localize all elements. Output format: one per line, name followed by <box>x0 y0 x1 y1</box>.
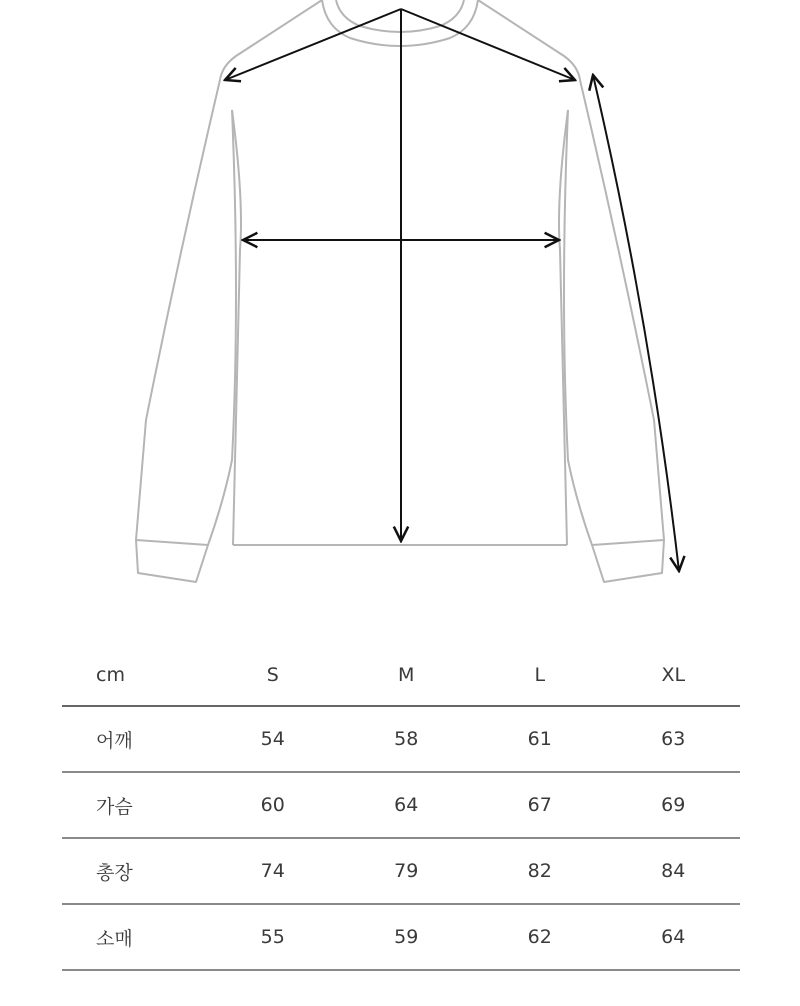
header-size-s: S <box>266 664 279 686</box>
table-row-length <box>62 838 740 904</box>
cell-value: 55 <box>260 926 285 948</box>
left-shoulder <box>220 0 322 80</box>
cell-value: 61 <box>527 728 552 750</box>
table-row-chest <box>62 772 740 838</box>
sleeve-arrow <box>593 75 679 571</box>
cell-value: 82 <box>527 860 552 882</box>
left-sleeve-outer <box>136 80 220 540</box>
left-sleeve-inner <box>208 110 236 545</box>
table-header-row <box>62 645 740 706</box>
cell-value: 58 <box>394 728 419 750</box>
cell-value: 54 <box>260 728 285 750</box>
right-sleeve-inner <box>564 110 592 545</box>
header-unit: cm <box>96 664 125 686</box>
left-cuff <box>136 540 208 582</box>
right-sleeve-outer <box>580 80 664 540</box>
header-size-l: L <box>534 664 546 686</box>
measurement-arrows <box>225 9 679 571</box>
cell-value: 64 <box>661 926 686 948</box>
size-table <box>62 645 740 971</box>
cell-value: 60 <box>260 794 285 816</box>
row-label: 가슴 <box>96 795 133 818</box>
cell-value: 59 <box>394 926 419 948</box>
cell-value: 63 <box>661 728 686 750</box>
cell-value: 62 <box>527 926 552 948</box>
right-cuff <box>592 540 664 582</box>
row-label: 어깨 <box>96 729 133 752</box>
cell-value: 74 <box>260 860 285 882</box>
right-shoulder <box>478 0 580 80</box>
cell-value: 67 <box>527 794 552 816</box>
table-row-shoulder <box>62 706 740 772</box>
cell-value: 69 <box>661 794 686 816</box>
cell-value: 84 <box>661 860 686 882</box>
cell-value: 79 <box>394 860 419 882</box>
table-row-sleeve <box>62 904 740 970</box>
row-label: 총장 <box>96 861 133 884</box>
cell-value: 64 <box>394 794 419 816</box>
row-label: 소매 <box>96 927 133 950</box>
header-size-m: M <box>398 664 415 686</box>
header-size-xl: XL <box>661 664 686 686</box>
